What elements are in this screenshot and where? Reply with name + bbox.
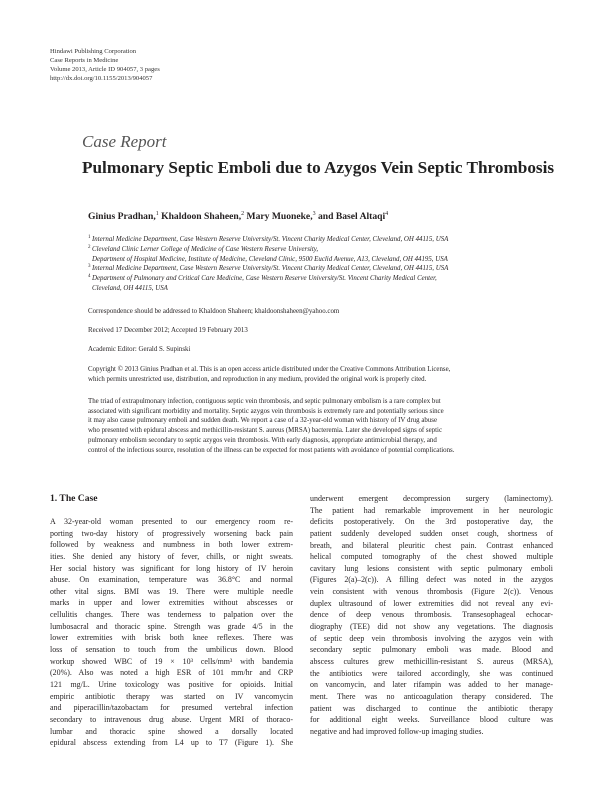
- affiliation-continued: [88, 255, 558, 265]
- affiliation-number: 2: [88, 244, 91, 250]
- volume-info: Volume 2013, Article ID 904057, 3 pages: [50, 66, 160, 73]
- body-line: The patient had remarkable improvement in her neurologic: [310, 505, 553, 515]
- body-line: porting two-day history of progressively worsening back pain: [50, 528, 293, 538]
- body-line: underwent emergent decompression surgery (laminectomy).: [310, 494, 553, 503]
- body-line: diography (TEE) did not show any vegetations. The diagnosis: [310, 622, 553, 632]
- copyright-line: which permits unrestricted use, distribution, and reproduction in any medium, provided the original work is properly cited.: [88, 375, 427, 383]
- author-affil-mark: 1: [155, 211, 159, 217]
- body-line: 121 mg/L. Urine toxicology was positive for opioids. Initial: [50, 679, 293, 689]
- body-line: loss of sensation to touch from the umbilicus down. Blood: [50, 645, 293, 655]
- journal-name: Case Reports in Medicine: [50, 57, 119, 64]
- doi-link[interactable]: http://dx.doi.org/10.1155/2013/904057: [50, 75, 153, 82]
- right-column: [310, 493, 553, 737]
- author-name: and Basel Altaqi: [315, 211, 386, 223]
- received-date: Received 17 December 2012; Accepted 19 February 2013: [88, 327, 248, 334]
- affiliation-number: 4: [88, 274, 91, 280]
- publisher-name: Hindawi Publishing Corporation: [50, 48, 137, 55]
- body-line: empiric antibiotic therapy was started on IV vancomycin: [50, 691, 293, 701]
- abstract-line: The triad of extrapulmonary infection, contiguous septic vein thrombosis, and septic pulmonary embolism is a rare complex but: [88, 398, 441, 405]
- body-line: breath, and bilateral pleuritic chest pain. Contrast enhanced: [310, 540, 553, 550]
- body-line: ment. There was no anticoagulation therapy considered. The: [310, 691, 553, 701]
- body-line: followed by weakness and numbness in both lower extrem-: [50, 540, 293, 550]
- affiliation-number: 1: [88, 235, 91, 240]
- abstract-line: control of the infectious source, resolution of the illness can be expected for most patients with avoidance of potential complications.: [88, 446, 455, 454]
- affiliation: [88, 235, 558, 245]
- body-line: other vital signs. BMI was 19. There were multiple needle: [50, 586, 293, 596]
- affiliation: [88, 274, 558, 284]
- abstract-line: associated with significant morbidity and mortality. Septic azygos vein thrombosis is extremely rare and potentially serious since: [88, 407, 444, 415]
- abstract-line: who presented with epidural abscess and methicillin-resistant S. aureus (MRSA) bacteremia. Later she developed signs of septic: [88, 427, 443, 435]
- body-line: marks in upper and lower extremities without abscesses or: [50, 598, 293, 608]
- body-line: secondary to intravenous drug abuse. Urgent MRI of thoraco-: [50, 714, 293, 724]
- affiliation-number: 3: [88, 264, 91, 270]
- author-affil-mark: 3: [312, 211, 316, 217]
- article-type: Case Report: [82, 132, 167, 151]
- body-line: patient was discharged to continue the antibiotic therapy: [310, 703, 553, 713]
- body-line: of septic deep vein thrombosis involving the azygos vein with: [310, 633, 553, 643]
- body-line: Her social history was significant for long history of IV heroin: [50, 563, 293, 573]
- abstract-line: it may also cause pulmonary emboli and sudden death. We report a case of a 32-year-old woman with history of IV drug abuse: [88, 417, 438, 425]
- body-line: on vancomycin, and later rifampin was added to her manage-: [310, 680, 553, 690]
- body-line: negative and had improved follow-up imaging studies.: [310, 726, 484, 736]
- body-line: workup showed WBC of 19 × 10³ cells/mm³ with bandemia: [50, 656, 293, 666]
- academic-editor: Academic Editor: Gerald S. Supinski: [88, 346, 191, 353]
- author-name: Ginius Pradhan,: [88, 211, 156, 223]
- body-line: A 32-year-old woman presented to our emergency room re-: [50, 517, 293, 526]
- body-line: abuse. On examination, temperature was 36.8°C and normal: [50, 575, 293, 585]
- body-line: abscess cultures grew methicillin-resistant S. aureus (MRSA),: [310, 656, 553, 666]
- affiliation-text: Internal Medicine Department, Case Western Reserve University/St. Vincent Charity Medical Center, Cleveland, OH 44115, USA: [92, 265, 449, 273]
- body-line: (Figures 2(a)–2(c)). A filling defect was noted in the azygos: [310, 575, 553, 585]
- body-line: for additional eight weeks. Surveillance blood culture was: [310, 715, 553, 725]
- body-line: the antibiotics were tailored accordingly, she was continued: [310, 668, 553, 678]
- publication-info: [50, 47, 160, 83]
- affiliation-text: Department of Pulmonary and Critical Care Medicine, Case Western Reserve University/St. Vincent Charity Medical Center,: [92, 275, 437, 283]
- affiliation: [88, 264, 558, 274]
- body-line: dence of deep venous thrombosis. Transesophageal echocar-: [310, 610, 553, 620]
- section-heading: 1. The Case: [50, 493, 98, 504]
- left-column: [50, 516, 293, 749]
- body-line: cellulitis changes. There was tenderness to palpation over the: [50, 610, 293, 620]
- abstract-line: pulmonary embolism secondary to septic azygos vein thrombosis. With early diagnosis, appropriate antimicrobial therapy, and: [88, 436, 437, 444]
- body-line: duplex ultrasound of lower extremities did not reveal any evi-: [310, 598, 553, 608]
- correspondence: Correspondence should be addressed to Khaldoon Shaheen; khaldoonshaheen@yahoo.com: [88, 308, 340, 315]
- author-affil-mark: 4: [385, 211, 389, 217]
- body-line: helical computed tomography of the chest showed multiple: [310, 552, 553, 562]
- body-line: lower extremities with brisk both knee reflexes. There was: [50, 633, 293, 643]
- affiliation-continued: [88, 284, 558, 294]
- affiliations: [88, 235, 558, 294]
- body-line: secondary septic pulmonary emboli was made. Blood and: [310, 645, 553, 655]
- affiliation-text: Department of Hospital Medicine, Institute of Medicine, Cleveland Clinic, 9500 Euclid Avenue, A13, Cleveland, OH 44195, USA: [92, 255, 448, 263]
- article-title: Pulmonary Septic Emboli due to Azygos Vein Septic Thrombosis: [82, 158, 555, 177]
- body-line: lumbar and thoracic spine showed a dorsally located: [50, 726, 293, 736]
- body-line: cavitary lung lesions consistent with septic pulmonary emboli: [310, 563, 553, 573]
- copyright-notice: [88, 365, 553, 385]
- affiliation-text: Internal Medicine Department, Case Western Reserve University/St. Vincent Charity Medical Center, Cleveland, OH 44115, USA: [92, 236, 449, 243]
- body-line: epidural abscess extending from L4 up to T7 (Figure 1). She: [50, 738, 293, 748]
- abstract: [88, 397, 553, 455]
- author-name: Mary Muoneke,: [244, 211, 313, 223]
- author-name: Khaldoon Shaheen,: [158, 211, 242, 223]
- affiliation-text: Cleveland, OH 44115, USA: [92, 284, 168, 292]
- body-line: (20%). Also was noted a high ESR of 101 mm/hr and CRP: [50, 668, 293, 678]
- body-line: patient suddenly developed sudden onset cough, shortness of: [310, 528, 553, 538]
- body-line: lumbosacral and thoracic spine. Strength was grade 4/5 in the: [50, 621, 293, 631]
- body-line: and piperacillin/tazobactam for presumed vertebral infection: [50, 703, 293, 713]
- author-list: [88, 211, 388, 222]
- copyright-line: Copyright © 2013 Ginius Pradhan et al. This is an open access article distributed under the Creative Commons Attribution License,: [88, 366, 451, 373]
- affiliation-text: Cleveland Clinic Lerner College of Medicine of Case Western Reserve University,: [92, 245, 319, 253]
- body-line: ities. She denied any history of fever, chills, or night sweats.: [50, 551, 293, 561]
- body-line: vein consistent with venous thrombosis (Figure 2(c)). Venous: [310, 587, 553, 597]
- affiliation: [88, 245, 558, 255]
- author-affil-mark: 2: [241, 211, 245, 217]
- body-line: deficits postoperatively. On the 3rd postoperative day, the: [310, 517, 553, 527]
